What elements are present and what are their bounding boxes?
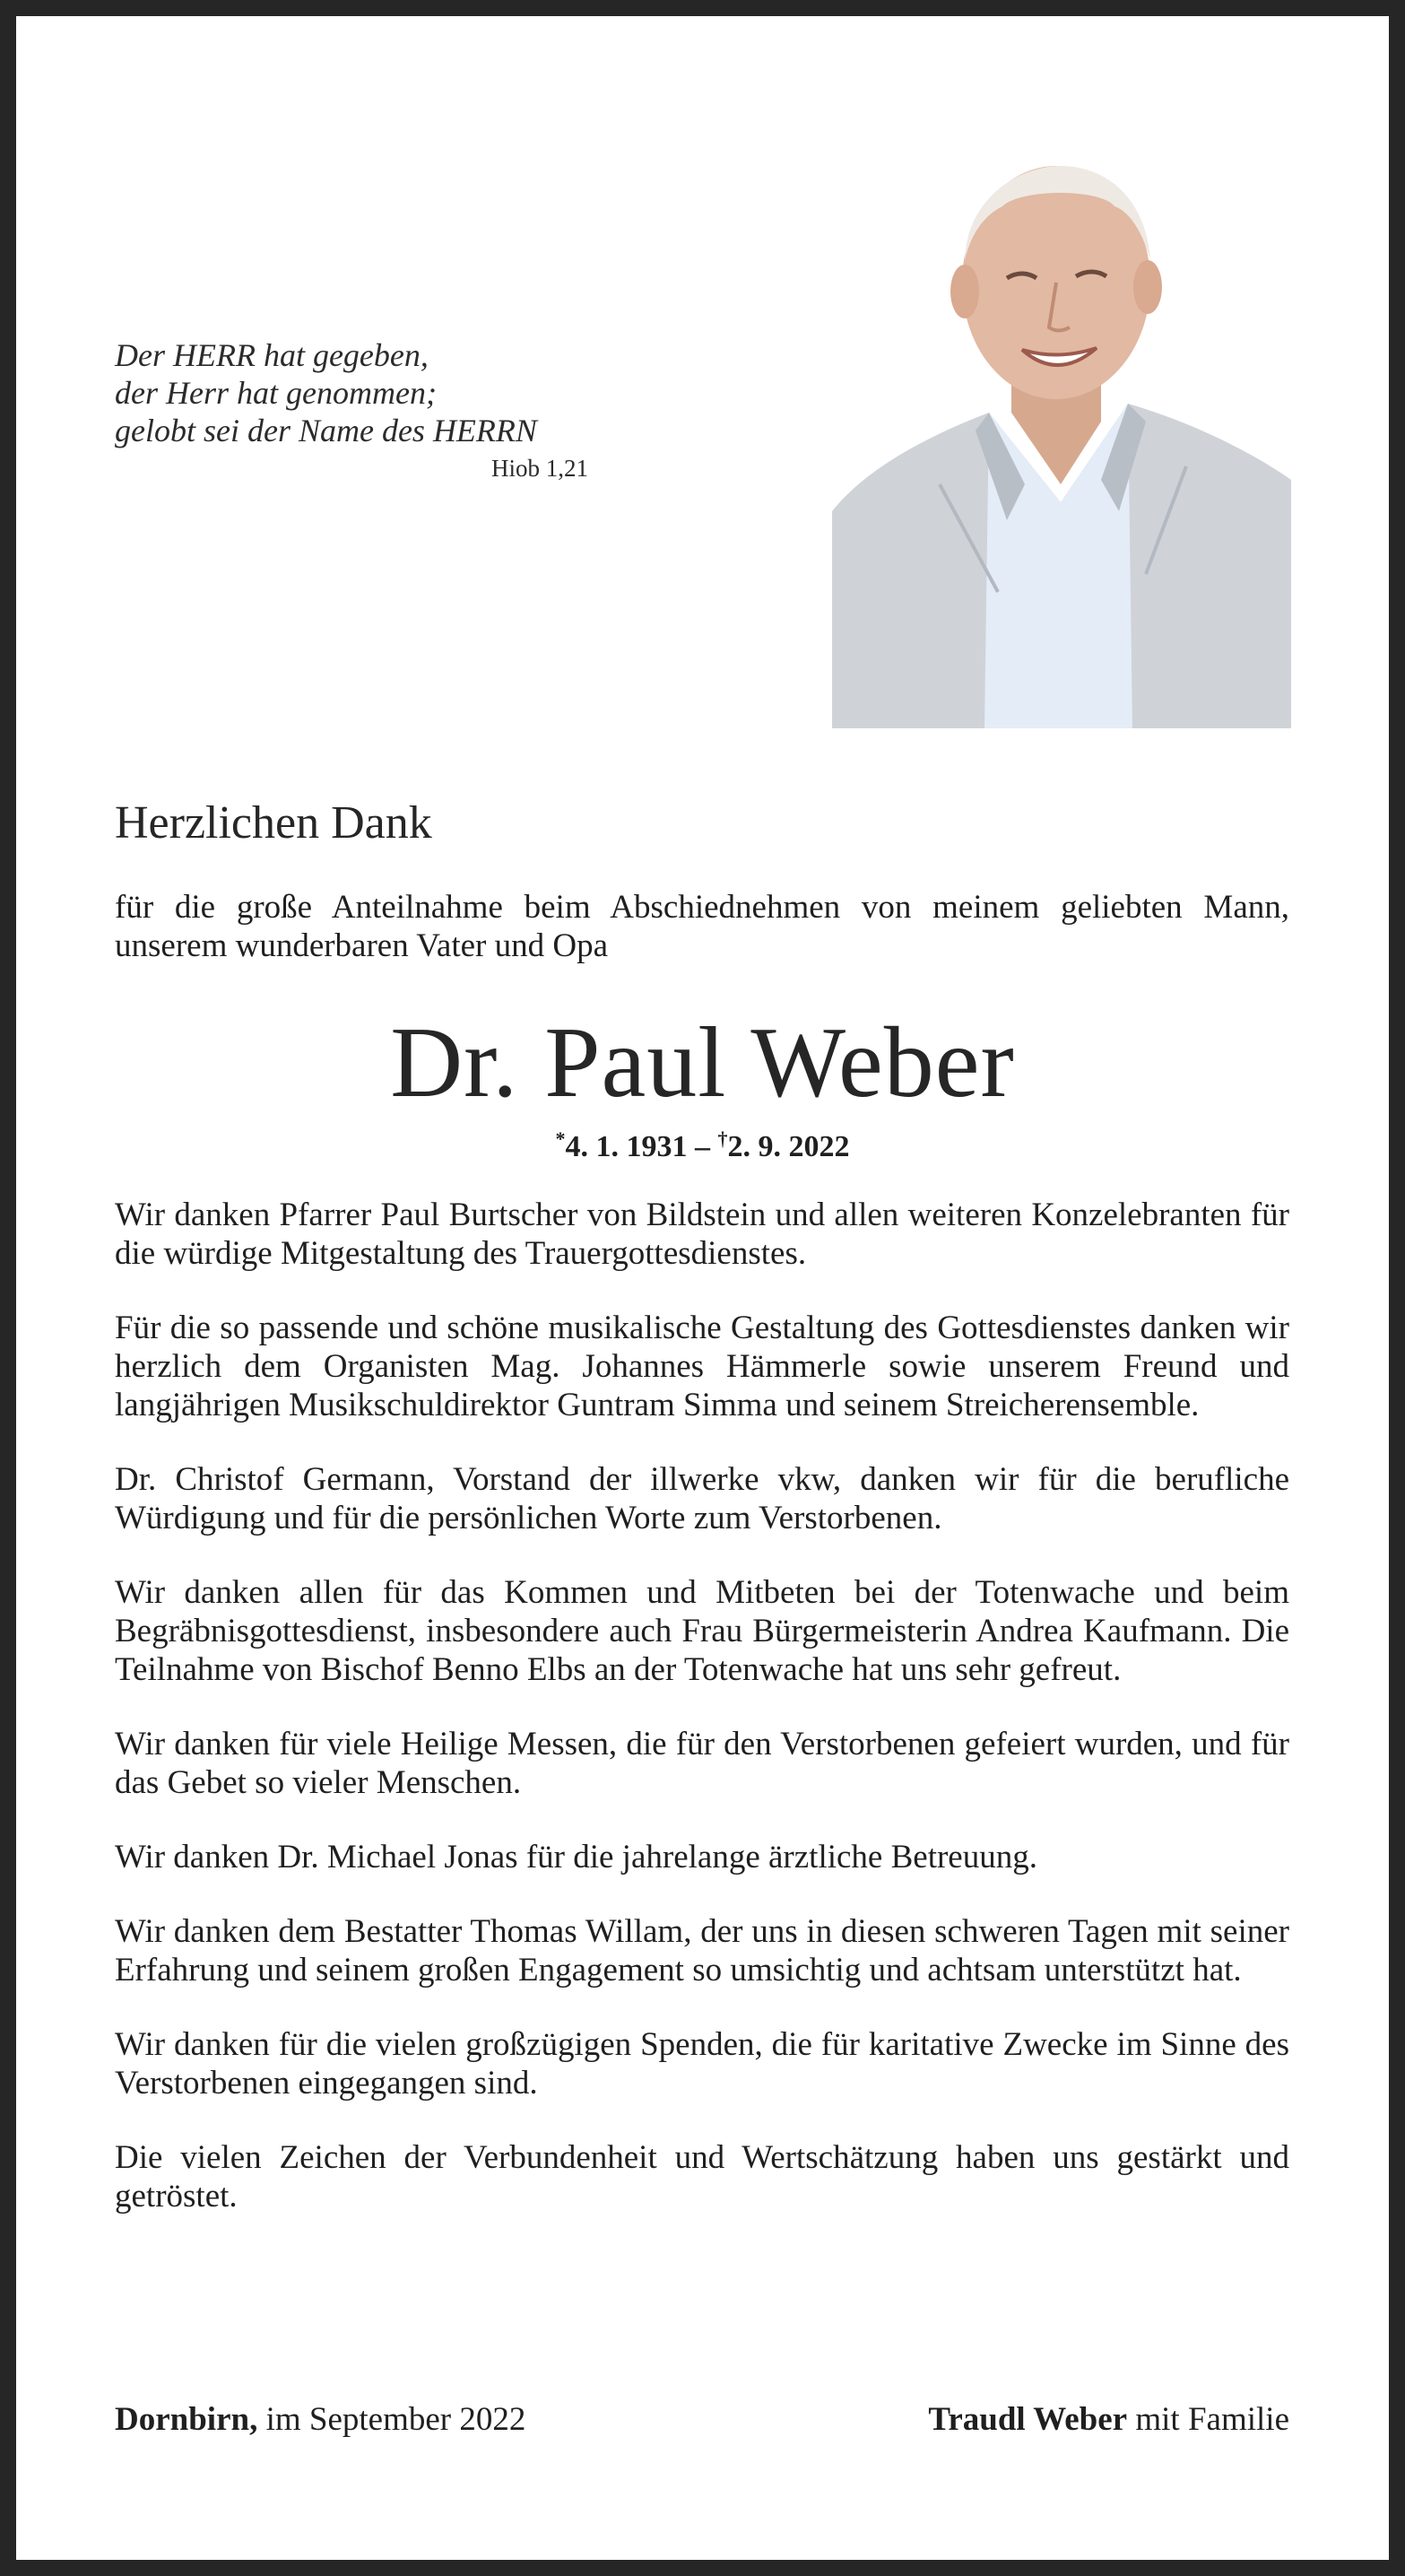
date-text: im September 2022 <box>257 2401 526 2438</box>
death-date: 2. 9. 2022 <box>727 1130 850 1163</box>
thanks-paragraph: Wir danken für die vielen großzügigen Spenden, die für karitative Zwecke im Sinne des Verstorbenen eingegangen sind. <box>115 2026 1289 2102</box>
thanks-paragraph: Wir danken Dr. Michael Jonas für die jahrelange ärztliche Betreuung. <box>115 1839 1037 1875</box>
thanks-paragraph: Die vielen Zeichen der Verbundenheit und Wertschätzung haben uns gestärkt und getröstet. <box>115 2139 1289 2215</box>
place: Dornbirn, <box>115 2401 258 2438</box>
thanks-paragraph: Wir danken dem Bestatter Thomas Willam, der uns in diesen schweren Tagen mit seiner Erfahrung und seinem großen Engagement so umsichtig und achtsam unterstützt hat. <box>115 1913 1289 1989</box>
bible-verse <box>115 336 599 487</box>
portrait-ear-right <box>1133 260 1162 314</box>
signature <box>928 2400 1289 2440</box>
page-heading: Herzlichen Dank <box>115 797 432 849</box>
verse-line-1: Der HERR hat gegeben, <box>115 337 429 373</box>
thanks-paragraph: Wir danken für viele Heilige Messen, die für den Verstorbenen gefeiert wurden, und für das Gebet so vieler Menschen. <box>115 1726 1289 1801</box>
portrait-illustration <box>832 126 1291 728</box>
place-date <box>115 2400 525 2440</box>
portrait-ear-left <box>950 265 979 318</box>
verse-line-2: der Herr hat genommen; <box>115 375 437 411</box>
deceased-name: Dr. Paul Weber <box>390 1007 1015 1118</box>
signer-name: Traudl Weber <box>928 2401 1128 2438</box>
life-dates <box>0 1119 1405 1167</box>
verse-reference: Hiob 1,21 <box>491 455 588 482</box>
portrait-photo-icon <box>832 126 1291 728</box>
thanks-paragraph: Wir danken allen für das Kommen und Mitbeten bei der Totenwache und beim Begräbnisgottesdienst, insbesondere auch Frau Bürgermeisterin Andrea Kaufmann. Die Teilnahme von Bischof Benno Elbs an der Totenwache hat uns sehr gefreut. <box>115 1574 1289 1688</box>
verse-line-3: gelobt sei der Name des HERRN <box>115 413 537 448</box>
thanks-paragraph: Wir danken Pfarrer Paul Burtscher von Bildstein und allen weiteren Konzelebranten für die würdige Mitgestaltung des Trauergottesdienstes. <box>115 1197 1289 1272</box>
thanks-paragraph: Dr. Christof Germann, Vorstand der illwerke vkw, danken wir für die berufliche Würdigung und für die persönlichen Worte zum Verstorbenen. <box>115 1461 1289 1536</box>
birth-symbol: * <box>555 1127 566 1150</box>
footer <box>115 2400 1289 2440</box>
date-separator: – <box>687 1130 718 1163</box>
intro-text: für die große Anteilnahme beim Abschiednehmen von meinem geliebten Mann, unserem wunderbaren Vater und Opa <box>115 889 1289 964</box>
signer-suffix: mit Familie <box>1127 2401 1289 2438</box>
death-symbol: † <box>717 1127 728 1150</box>
thanks-body <box>115 1196 1289 2251</box>
thanks-paragraph: Für die so passende und schöne musikalische Gestaltung des Gottesdienstes danken wir herzlich dem Organisten Mag. Johannes Hämmerle sowie unserem Freund und langjährigen Musikschuldirektor Guntram Simma und seinem Streicherensemble. <box>115 1310 1289 1423</box>
birth-date: 4. 1. 1931 <box>565 1130 688 1163</box>
